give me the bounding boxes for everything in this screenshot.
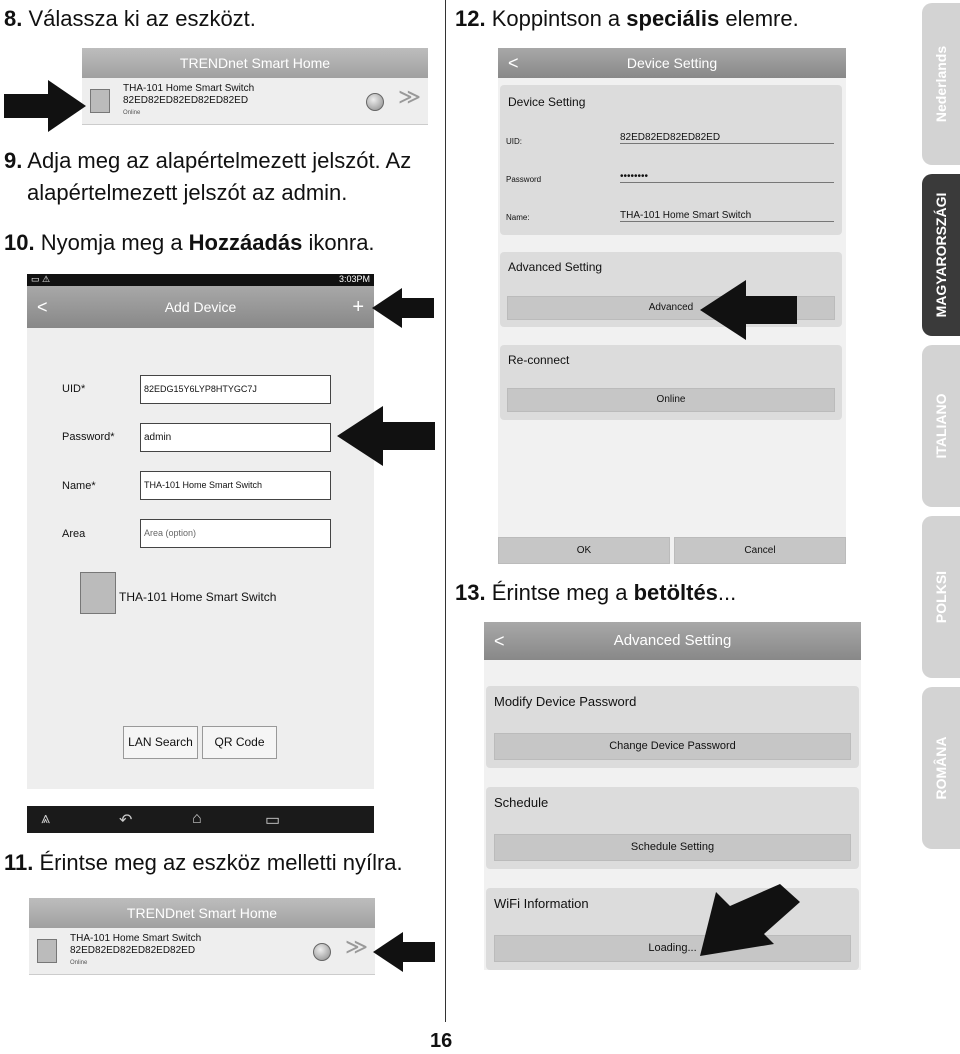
- section-title: Advanced Setting: [508, 260, 603, 274]
- back-icon[interactable]: <: [508, 53, 519, 73]
- device-status: Online: [70, 960, 88, 966]
- lang-tab-polksi[interactable]: POLKSI: [922, 516, 960, 678]
- step-11: 11. Érintse meg az eszköz melletti nyílra.: [4, 850, 403, 875]
- device-list-title: TRENDnet Smart Home: [126, 905, 278, 921]
- status-dot-icon: [366, 93, 384, 111]
- pointer-arrow-icon: [700, 280, 797, 340]
- uid-label: UID:: [506, 137, 522, 146]
- password-label: Password*: [62, 431, 115, 443]
- add-icon[interactable]: +: [352, 296, 364, 318]
- name-label: Name*: [62, 480, 96, 492]
- password-field[interactable]: ••••••••: [620, 171, 834, 183]
- lang-tab-magyarorszagi[interactable]: MAGYARORSZÁGI: [922, 174, 960, 336]
- add-device-titlebar: [27, 286, 374, 328]
- section-title: Re-connect: [508, 353, 570, 367]
- chevron-right-icon[interactable]: ≫: [345, 934, 369, 959]
- device-type-label: THA-101 Home Smart Switch: [119, 590, 277, 604]
- device-name: THA-101 Home Smart Switch: [70, 933, 202, 944]
- back-icon[interactable]: <: [37, 297, 48, 317]
- advanced-setting-titlebar: [484, 622, 861, 660]
- area-label: Area: [62, 528, 86, 540]
- nav-up-icon[interactable]: ⩓: [41, 810, 51, 827]
- device-list-title: TRENDnet Smart Home: [179, 55, 331, 71]
- section-title: WiFi Information: [494, 896, 589, 911]
- lan-search-button[interactable]: LAN Search: [123, 726, 198, 759]
- page-number: 16: [430, 1030, 453, 1052]
- device-setting-titlebar: [498, 48, 846, 78]
- uid-input[interactable]: 82EDG15Y6LYP8HTYGC7J: [140, 375, 331, 404]
- column-divider: [445, 0, 446, 1022]
- device-row[interactable]: [29, 928, 375, 975]
- device-list-titlebar: [29, 898, 375, 928]
- pointer-arrow-icon: [373, 932, 435, 972]
- chevron-right-icon[interactable]: ≫: [398, 84, 422, 109]
- android-nav-bar: [27, 806, 374, 833]
- name-input[interactable]: THA-101 Home Smart Switch: [140, 471, 331, 500]
- section-title: Modify Device Password: [494, 694, 637, 709]
- device-uid: 82ED82ED82ED82ED82ED: [70, 945, 196, 956]
- nav-recent-icon[interactable]: ▭: [265, 812, 281, 829]
- area-input[interactable]: Area (option): [140, 519, 331, 548]
- step-13: 13. Érintse meg a betöltés...: [455, 580, 737, 605]
- switch-icon: [90, 89, 110, 113]
- schedule-setting-button[interactable]: Schedule Setting: [494, 834, 851, 861]
- switch-icon: [80, 572, 116, 614]
- pointer-arrow-icon: [337, 406, 435, 466]
- nav-home-icon[interactable]: ⌂: [192, 810, 202, 827]
- step-9: 9. Adja meg az alapértelmezett jelszót. Az: [4, 148, 412, 173]
- status-bar: ▭ ⚠ 3:03PM: [27, 274, 374, 286]
- switch-icon: [37, 939, 57, 963]
- device-uid: 82ED82ED82ED82ED82ED: [123, 95, 249, 106]
- uid-label: UID*: [62, 383, 86, 395]
- lang-tab-italiano[interactable]: ITALIANO: [922, 345, 960, 507]
- step-12: 12. Koppintson a speciális elemre.: [455, 6, 799, 31]
- lang-tab-nederlands[interactable]: Nederlands: [922, 3, 960, 165]
- add-device-title: Add Device: [164, 299, 237, 315]
- device-name: THA-101 Home Smart Switch: [123, 83, 255, 94]
- pointer-arrow-icon: [4, 80, 86, 132]
- pointer-arrow-icon: [372, 288, 434, 328]
- change-password-button[interactable]: Change Device Password: [494, 733, 851, 760]
- status-dot-icon: [313, 943, 331, 961]
- section-title: Device Setting: [508, 95, 586, 109]
- advanced-setting-title: Advanced Setting: [613, 632, 732, 649]
- advanced-button[interactable]: Advanced: [507, 296, 835, 320]
- ok-button[interactable]: OK: [498, 537, 670, 564]
- nav-back-icon[interactable]: ↶: [119, 812, 133, 829]
- uid-field[interactable]: 82ED82ED82ED82ED: [620, 132, 834, 144]
- device-setting-title: Device Setting: [626, 55, 718, 71]
- name-field[interactable]: THA-101 Home Smart Switch: [620, 210, 834, 222]
- device-status: Online: [123, 110, 141, 116]
- name-label: Name:: [506, 213, 530, 222]
- password-label: Password: [506, 175, 542, 184]
- cancel-button[interactable]: Cancel: [674, 537, 846, 564]
- lang-tab-romana[interactable]: ROMÂNA: [922, 687, 960, 849]
- step-10: 10. Nyomja meg a Hozzáadás ikonra.: [4, 230, 375, 255]
- loading-button[interactable]: Loading...: [494, 935, 851, 962]
- step-9-line2: alapértelmezett jelszót az admin.: [27, 180, 348, 205]
- section-title: Schedule: [494, 795, 549, 810]
- back-icon[interactable]: <: [494, 631, 505, 651]
- device-row[interactable]: [82, 78, 428, 125]
- online-button[interactable]: Online: [507, 388, 835, 412]
- pointer-arrow-icon: [700, 884, 800, 956]
- status-time: 3:03PM: [338, 274, 370, 284]
- qr-code-button[interactable]: QR Code: [202, 726, 277, 759]
- password-input[interactable]: admin: [140, 423, 331, 452]
- device-list-titlebar: [82, 48, 428, 78]
- step-8: 8. Válassza ki az eszközt.: [4, 6, 256, 31]
